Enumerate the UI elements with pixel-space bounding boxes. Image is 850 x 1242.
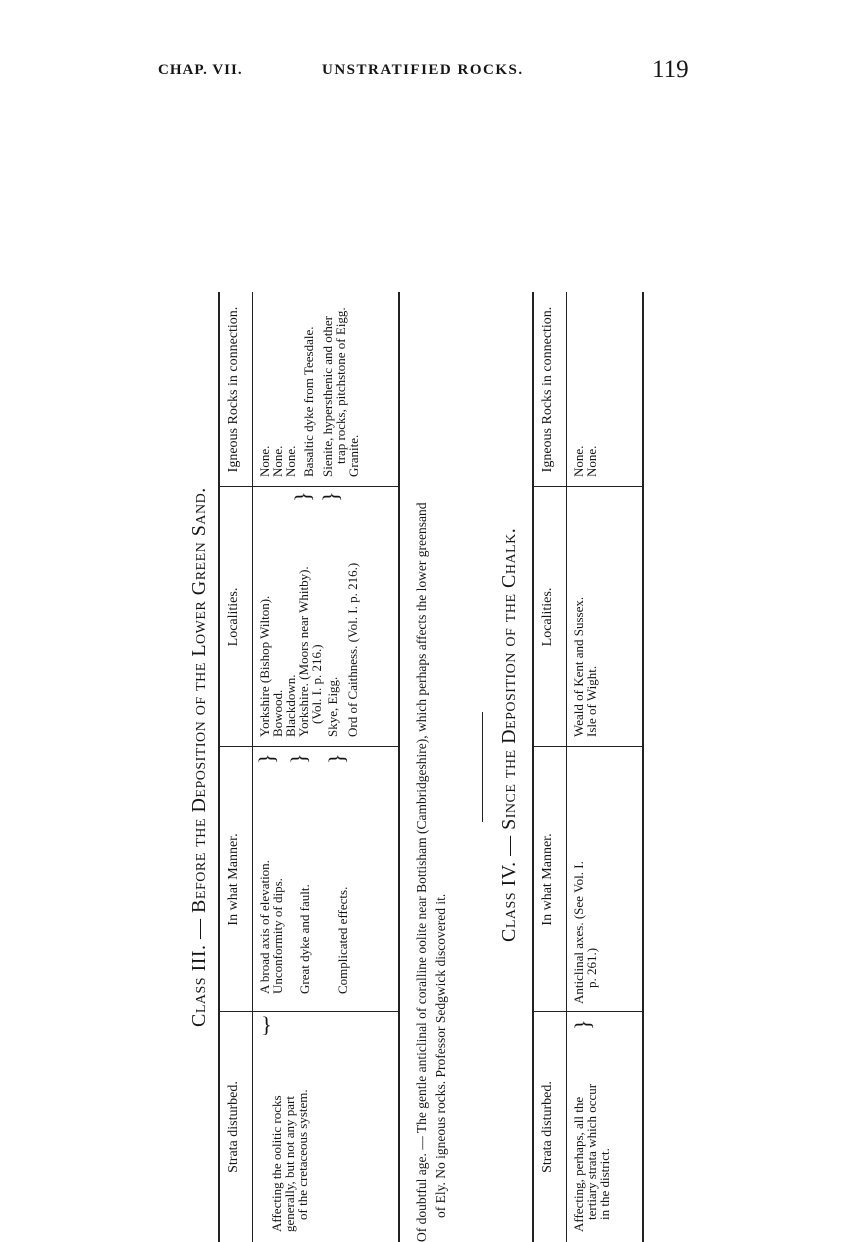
column-header: Localities. <box>226 587 241 647</box>
column-header: Igneous Rocks in connection. <box>226 306 241 473</box>
class-iii-title <box>188 487 211 1027</box>
locality-line: Bowood. <box>270 689 285 737</box>
page-number: 119 <box>652 56 689 83</box>
table-rule-top <box>218 292 220 1242</box>
manner-line: p. 261.) <box>584 947 599 988</box>
locality-line: Blackdown. <box>283 674 298 737</box>
column-header: Localities. <box>540 587 555 647</box>
table-rule-header <box>252 292 253 1242</box>
table-rule-header <box>566 292 567 1242</box>
igneous-line: Sienite, hypersthenic and other <box>320 315 335 477</box>
column-header: Igneous Rocks in connection. <box>540 306 555 473</box>
class-iv-title-rest: Since the Deposition of the Chalk. <box>498 527 520 830</box>
column-header: In what Manner. <box>226 833 241 926</box>
igneous-line: None. <box>584 445 599 477</box>
running-head-title: UNSTRATIFIED ROCKS. <box>322 62 524 78</box>
doubtful-age-note-line: Of doubtful age. — The gentle anticlinal of coralline oolite near Bottisham (Cambridgeshire), which perhaps affects the lower greensand <box>414 502 429 1242</box>
doubtful-age-note-line: of Ely. No igneous rocks. Professor Sedgwick discovered it. <box>433 893 448 1218</box>
strata-line: generally, but not any part <box>282 1096 297 1232</box>
column-header: Strata disturbed. <box>540 1081 555 1173</box>
manner-line: Anticlinal axes. (See Vol. I. <box>571 861 586 1004</box>
igneous-line: None. <box>283 445 298 477</box>
manner-line: Unconformity of dips. <box>270 878 285 994</box>
manner-line: Complicated effects. <box>335 886 350 994</box>
manner-line: A broad axis of elevation. <box>257 860 272 994</box>
locality-line: Yorkshire. (Moors near Whitby). <box>296 566 311 737</box>
locality-line: Weald of Kent and Sussex. <box>571 596 586 737</box>
strata-line: Affecting the oolitic rocks <box>269 1095 284 1232</box>
column-divider <box>218 1011 398 1012</box>
brace-mark: } <box>290 491 315 502</box>
column-header: Strata disturbed. <box>226 1081 241 1173</box>
igneous-line: Granite. <box>346 434 361 477</box>
table-rule-bottom <box>642 292 644 1242</box>
table-rule-top <box>532 292 534 1242</box>
class-iii-title-prefix: Class III. — <box>188 918 210 1027</box>
brace-mark: } <box>254 753 279 764</box>
class-iv-title <box>498 528 521 942</box>
section-separator <box>482 712 483 822</box>
strata-line: in the district. <box>597 1148 612 1220</box>
igneous-line: None. <box>571 445 586 477</box>
rotated-tables-area <box>180 242 680 1242</box>
locality-line: Yorkshire (Bishop Wilton). <box>257 595 272 737</box>
column-header: In what Manner. <box>540 833 555 926</box>
running-head-chapter: CHAP. VII. <box>158 62 243 78</box>
brace-mark: } <box>286 753 311 764</box>
strata-line: Affecting, perhaps, all the <box>571 1096 586 1232</box>
brace-mark: } <box>318 491 343 502</box>
class-iv-title-prefix: Class IV. — <box>498 835 520 942</box>
brace-mark: } <box>261 1012 272 1038</box>
strata-line: tertiary strata which occur <box>584 1083 599 1220</box>
igneous-line: trap rocks, pitchstone of Eigg. <box>333 307 348 464</box>
manner-line: Great dyke and fault. <box>297 884 312 994</box>
strata-line: of the cretaceous system. <box>295 1089 310 1220</box>
class-iii-title-rest: Before the Deposition of the Lower Green Sand. <box>188 487 210 913</box>
igneous-line: None. <box>257 445 272 477</box>
column-divider <box>218 486 398 487</box>
igneous-line: None. <box>270 445 285 477</box>
locality-line: Skye, Eigg. <box>325 676 340 737</box>
column-divider <box>218 746 398 747</box>
locality-line: Isle of Wight. <box>584 665 599 737</box>
locality-line: Ord of Caithness. (Vol. I. p. 216.) <box>345 562 360 737</box>
brace-mark: } <box>324 753 349 764</box>
igneous-line: Basaltic dyke from Teesdale. <box>301 326 316 477</box>
locality-line: (Vol. I. p. 216.) <box>309 644 324 724</box>
table-rule-bottom <box>398 292 400 1242</box>
brace-mark: } <box>570 1019 595 1030</box>
